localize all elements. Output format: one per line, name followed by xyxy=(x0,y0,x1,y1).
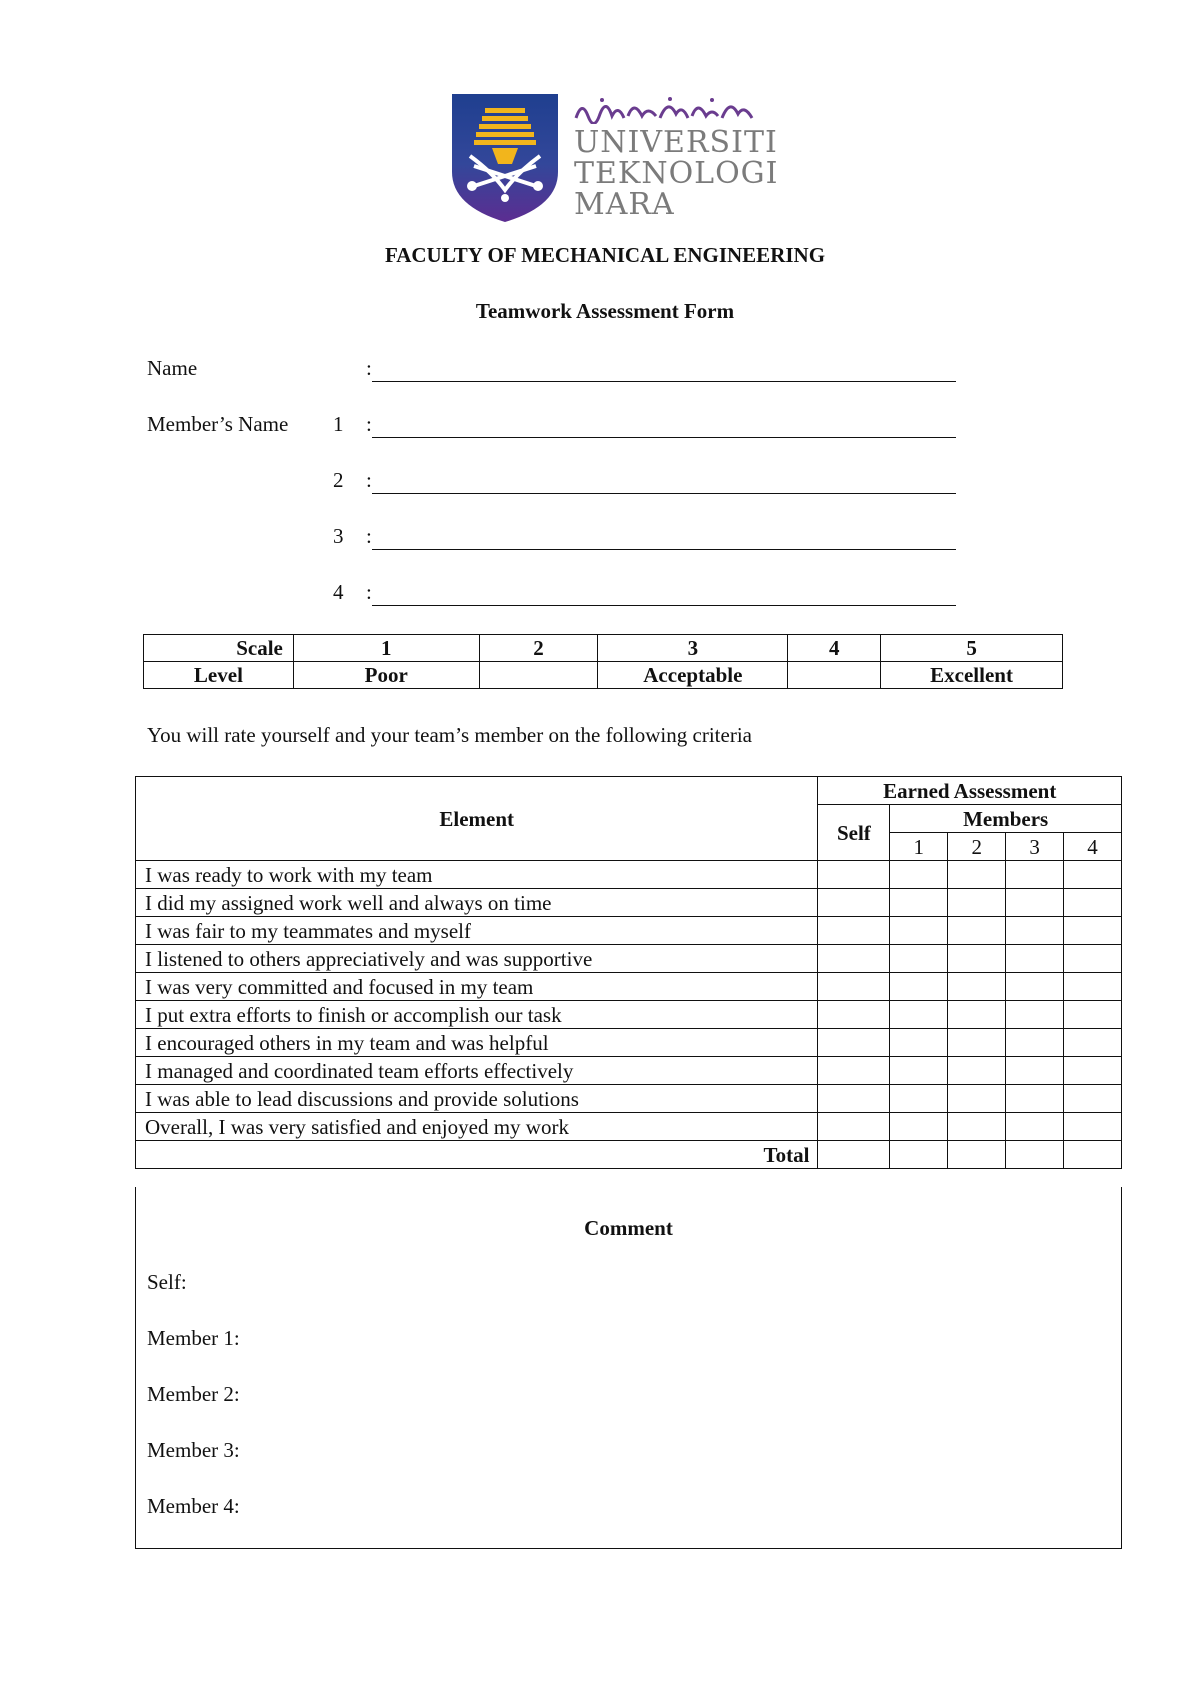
member-3-score-cell[interactable] xyxy=(1006,917,1064,945)
total-row xyxy=(136,1141,1122,1169)
self-score-cell[interactable] xyxy=(818,861,890,889)
member-2-name-field[interactable] xyxy=(372,493,956,494)
member-2-colon: : xyxy=(366,468,372,492)
instruction-text: You will rate yourself and your team’s member on the following criteria xyxy=(147,723,752,747)
criteria-row xyxy=(136,1029,1122,1057)
self-header: Self xyxy=(818,805,890,861)
member-1-score-cell[interactable] xyxy=(890,889,948,917)
member-1-name-field[interactable] xyxy=(372,437,956,438)
member-3-total-cell[interactable] xyxy=(1006,1141,1064,1169)
criteria-text: I did my assigned work well and always on time xyxy=(136,889,818,917)
member-3-name-field[interactable] xyxy=(372,549,956,550)
logo-text-line-1: UNIVERSITI xyxy=(574,125,778,160)
scale-table xyxy=(143,634,1063,689)
jawi-wordmark-icon xyxy=(572,94,757,124)
member-col-2-header: 2 xyxy=(948,833,1006,861)
member-2-score-cell[interactable] xyxy=(948,1029,1006,1057)
member-4-score-cell[interactable] xyxy=(1064,1113,1122,1141)
criteria-row xyxy=(136,1057,1122,1085)
self-score-cell[interactable] xyxy=(818,1085,890,1113)
level-value-cell: Poor xyxy=(293,662,479,689)
member-4-total-cell[interactable] xyxy=(1064,1141,1122,1169)
criteria-row xyxy=(136,861,1122,889)
criteria-row xyxy=(136,1085,1122,1113)
scale-row xyxy=(144,635,1063,662)
member-2-score-cell[interactable] xyxy=(948,1057,1006,1085)
form-title-text: Teamwork Assessment Form xyxy=(475,299,735,323)
criteria-row xyxy=(136,889,1122,917)
member-2-score-cell[interactable] xyxy=(948,889,1006,917)
element-header: Element xyxy=(136,777,818,861)
criteria-text: I listened to others appreciatively and was supportive xyxy=(136,945,818,973)
member-4-score-cell[interactable] xyxy=(1064,1001,1122,1029)
member-3-score-cell[interactable] xyxy=(1006,973,1064,1001)
criteria-text: I was fair to my teammates and myself xyxy=(136,917,818,945)
level-label-cell: Level xyxy=(144,662,294,689)
member-1-colon: : xyxy=(366,412,372,436)
member-2-comment-label: Member 2: xyxy=(147,1382,240,1406)
scale-value-cell: 5 xyxy=(881,635,1063,662)
self-score-cell[interactable] xyxy=(818,1057,890,1085)
self-comment-label: Self: xyxy=(147,1270,187,1294)
member-1-score-cell[interactable] xyxy=(890,1085,948,1113)
member-3-score-cell[interactable] xyxy=(1006,1085,1064,1113)
member-1-comment-label: Member 1: xyxy=(147,1326,240,1350)
scale-value-cell: 4 xyxy=(788,635,881,662)
member-2-score-cell[interactable] xyxy=(948,945,1006,973)
member-1-number: 1 xyxy=(333,412,344,436)
criteria-text: I was very committed and focused in my team xyxy=(136,973,818,1001)
self-total-cell[interactable] xyxy=(818,1141,890,1169)
criteria-row xyxy=(136,945,1122,973)
member-4-score-cell[interactable] xyxy=(1064,917,1122,945)
scale-value-cell: 1 xyxy=(293,635,479,662)
name-label: Name xyxy=(147,356,198,380)
member-3-number: 3 xyxy=(333,524,344,548)
assessment-table xyxy=(135,776,1122,1169)
criteria-text: I encouraged others in my team and was helpful xyxy=(136,1029,818,1057)
member-2-score-cell[interactable] xyxy=(948,973,1006,1001)
member-3-score-cell[interactable] xyxy=(1006,1057,1064,1085)
form-title xyxy=(0,299,1200,324)
member-4-colon: : xyxy=(366,580,372,604)
self-score-cell[interactable] xyxy=(818,1029,890,1057)
member-col-3-header: 3 xyxy=(1006,833,1064,861)
comment-title: Comment xyxy=(584,1216,673,1240)
level-value-cell: Acceptable xyxy=(598,662,788,689)
member-4-score-cell[interactable] xyxy=(1064,1085,1122,1113)
member-2-score-cell[interactable] xyxy=(948,1085,1006,1113)
scale-value-cell: 2 xyxy=(479,635,598,662)
member-3-score-cell[interactable] xyxy=(1006,861,1064,889)
logo-text-line-2: TEKNOLOGI xyxy=(574,156,779,191)
level-row xyxy=(144,662,1063,689)
member-3-score-cell[interactable] xyxy=(1006,889,1064,917)
member-4-score-cell[interactable] xyxy=(1064,945,1122,973)
member-1-score-cell[interactable] xyxy=(890,1057,948,1085)
name-colon: : xyxy=(366,356,372,380)
level-value-cell xyxy=(788,662,881,689)
member-4-score-cell[interactable] xyxy=(1064,973,1122,1001)
member-3-comment-label: Member 3: xyxy=(147,1438,240,1462)
member-1-score-cell[interactable] xyxy=(890,861,948,889)
member-4-name-field[interactable] xyxy=(372,605,956,606)
scale-value-cell: 3 xyxy=(598,635,788,662)
criteria-text: Overall, I was very satisfied and enjoyed my work xyxy=(136,1113,818,1141)
member-3-colon: : xyxy=(366,524,372,548)
member-2-score-cell[interactable] xyxy=(948,1001,1006,1029)
member-2-score-cell[interactable] xyxy=(948,1113,1006,1141)
member-2-score-cell[interactable] xyxy=(948,861,1006,889)
member-4-score-cell[interactable] xyxy=(1064,861,1122,889)
member-2-score-cell[interactable] xyxy=(948,917,1006,945)
member-1-score-cell[interactable] xyxy=(890,973,948,1001)
member-1-score-cell[interactable] xyxy=(890,1113,948,1141)
criteria-text: I managed and coordinated team efforts effectively xyxy=(136,1057,818,1085)
total-label: Total xyxy=(136,1141,818,1169)
member-4-score-cell[interactable] xyxy=(1064,1057,1122,1085)
earned-assessment-header: Earned Assessment xyxy=(818,777,1122,805)
university-logo xyxy=(452,94,779,224)
self-score-cell[interactable] xyxy=(818,945,890,973)
criteria-text: I was able to lead discussions and provide solutions xyxy=(136,1085,818,1113)
comment-box[interactable] xyxy=(135,1187,1122,1549)
member-2-number: 2 xyxy=(333,468,344,492)
assessment-header-row-1 xyxy=(136,777,1122,805)
criteria-row xyxy=(136,973,1122,1001)
faculty-heading-text: FACULTY OF MECHANICAL ENGINEERING xyxy=(384,243,826,267)
level-value-cell xyxy=(479,662,598,689)
member-3-score-cell[interactable] xyxy=(1006,945,1064,973)
name-field[interactable] xyxy=(372,381,956,382)
member-col-1-header: 1 xyxy=(890,833,948,861)
member-3-score-cell[interactable] xyxy=(1006,1001,1064,1029)
criteria-text: I put extra efforts to finish or accomplish our task xyxy=(136,1001,818,1029)
self-score-cell[interactable] xyxy=(818,1113,890,1141)
member-1-score-cell[interactable] xyxy=(890,1029,948,1057)
member-3-score-cell[interactable] xyxy=(1006,1113,1064,1141)
criteria-row xyxy=(136,1113,1122,1141)
member-4-comment-label: Member 4: xyxy=(147,1494,240,1518)
member-col-4-header: 4 xyxy=(1064,833,1122,861)
member-1-total-cell[interactable] xyxy=(890,1141,948,1169)
logo-text-line-3: MARA xyxy=(574,187,675,222)
level-value-cell: Excellent xyxy=(881,662,1063,689)
member-3-score-cell[interactable] xyxy=(1006,1029,1064,1057)
criteria-text: I was ready to work with my team xyxy=(136,861,818,889)
criteria-row xyxy=(136,917,1122,945)
criteria-row xyxy=(136,1001,1122,1029)
uitm-shield-icon xyxy=(452,94,558,222)
member-4-number: 4 xyxy=(333,580,344,604)
member-2-total-cell[interactable] xyxy=(948,1141,1006,1169)
self-score-cell[interactable] xyxy=(818,973,890,1001)
member-1-score-cell[interactable] xyxy=(890,917,948,945)
self-score-cell[interactable] xyxy=(818,1001,890,1029)
self-score-cell[interactable] xyxy=(818,917,890,945)
members-name-label: Member’s Name xyxy=(147,412,289,436)
members-header: Members xyxy=(890,805,1122,833)
faculty-heading xyxy=(0,243,1200,268)
logo-jawi-script xyxy=(572,94,757,124)
self-score-cell[interactable] xyxy=(818,889,890,917)
member-1-score-cell[interactable] xyxy=(890,1001,948,1029)
member-4-score-cell[interactable] xyxy=(1064,889,1122,917)
scale-label-cell: Scale xyxy=(144,635,294,662)
member-1-score-cell[interactable] xyxy=(890,945,948,973)
member-4-score-cell[interactable] xyxy=(1064,1029,1122,1057)
